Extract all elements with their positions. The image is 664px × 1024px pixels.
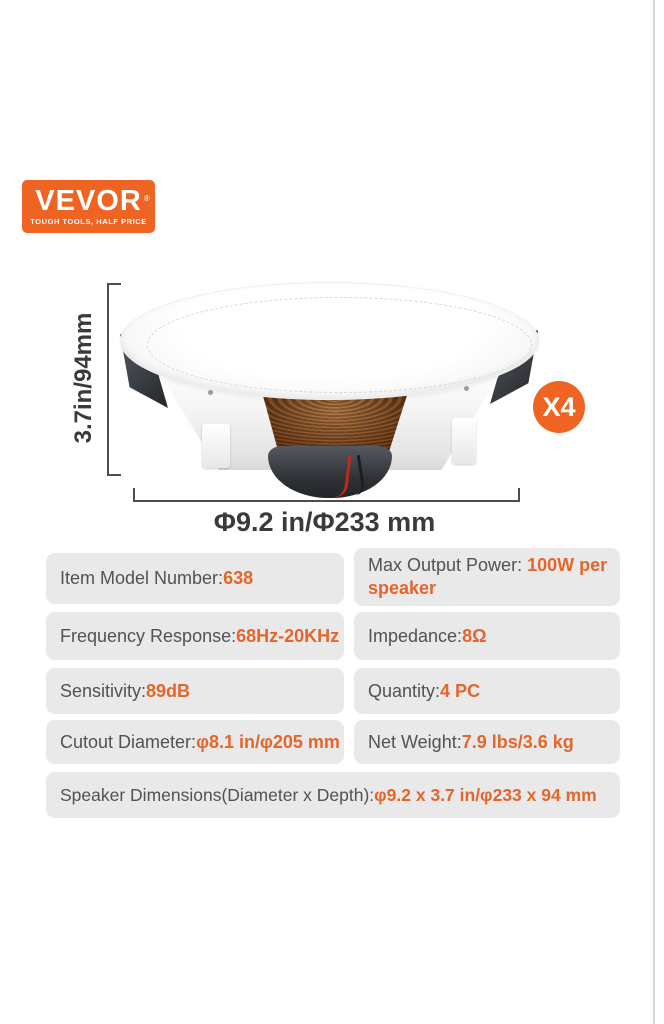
spec-label: Quantity: — [368, 680, 441, 701]
vevor-logo — [22, 180, 155, 233]
logo-wordmark — [35, 185, 151, 217]
spec-label: Cutout Diameter: — [60, 731, 197, 752]
spec-label: Max Output Power: — [368, 555, 528, 575]
spec-speaker-dimensions — [46, 772, 620, 818]
brand-tagline: TOUGH TOOLS, HALF PRICE — [30, 217, 147, 226]
spec-value: 8Ω — [462, 625, 487, 646]
spec-label: Net Weight: — [368, 731, 462, 752]
mount-tab-left — [202, 424, 230, 468]
spec-impedance — [354, 612, 620, 660]
diameter-dimension-bracket — [133, 488, 520, 502]
spec-item-model — [46, 553, 344, 604]
spec-net-weight — [354, 720, 620, 764]
spec-value: φ8.1 in/φ205 mm — [196, 731, 340, 752]
spec-frequency-response — [46, 612, 344, 660]
product-image — [110, 278, 550, 504]
spec-value: 89dB — [146, 680, 191, 701]
spec-label: Item Model Number: — [60, 568, 224, 588]
spec-label: Impedance: — [368, 625, 463, 646]
spec-value: 638 — [223, 568, 254, 588]
spec-quantity — [354, 668, 620, 714]
brand-name: VEVOR — [35, 185, 142, 217]
spec-value: 7.9 lbs/3.6 kg — [461, 731, 574, 752]
grille-stitch-ring — [147, 297, 532, 393]
speaker-grille — [120, 282, 539, 400]
spec-cutout-diameter — [46, 720, 344, 764]
diameter-dimension-label: Φ9.2 in/Φ233 mm — [213, 507, 436, 537]
spec-value: 100W per speaker — [368, 555, 608, 598]
registered-trademark-icon: ® — [143, 194, 151, 203]
spec-max-output-power — [354, 548, 620, 606]
spec-value: φ9.2 x 3.7 in/φ233 x 94 mm — [374, 784, 597, 805]
spec-label: Sensitivity: — [60, 680, 147, 701]
height-dimension-bracket — [107, 283, 121, 476]
screw-dot — [464, 386, 469, 391]
spec-label: Speaker Dimensions(Diameter x Depth): — [60, 784, 375, 805]
spec-value: 4 PC — [440, 680, 481, 701]
quantity-badge: X4 — [533, 381, 585, 433]
spec-label: Frequency Response: — [60, 625, 237, 646]
height-dimension-label: 3.7in/94mm — [70, 312, 97, 444]
spec-sensitivity — [46, 668, 344, 714]
carousel-divider-line — [653, 0, 655, 1024]
spec-value: 68Hz-20KHz — [236, 625, 340, 646]
mount-tab-right — [452, 418, 476, 464]
screw-dot — [208, 390, 213, 395]
